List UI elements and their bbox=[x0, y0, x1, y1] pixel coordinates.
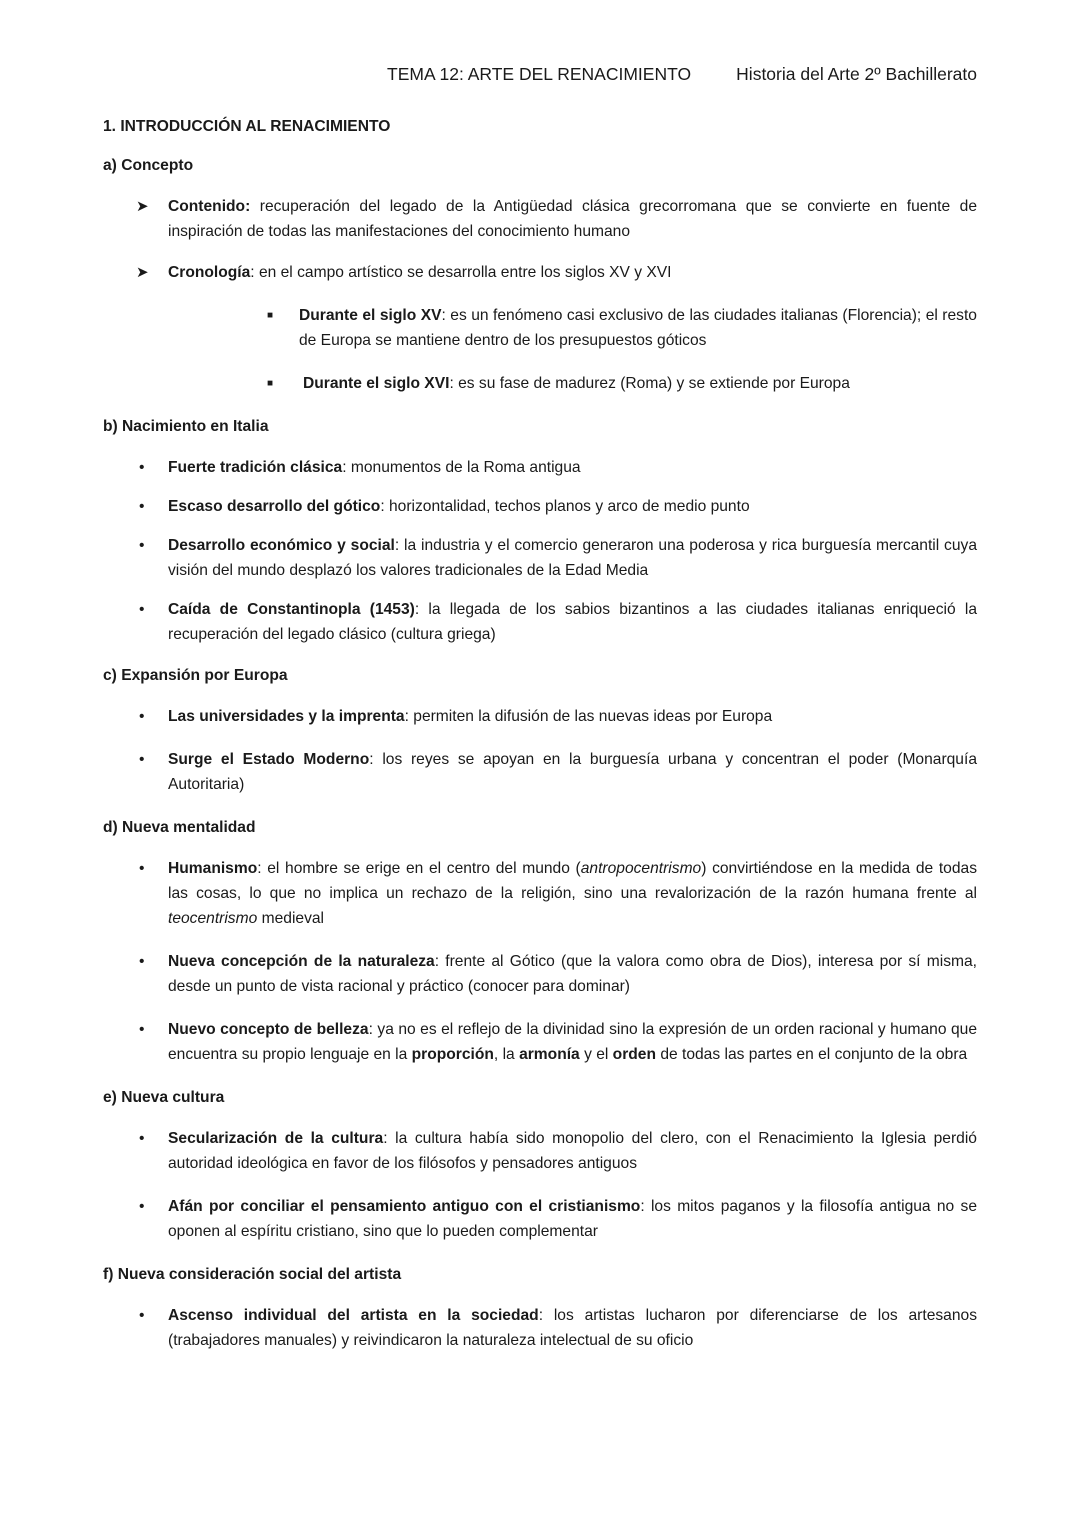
item-label: Secularización de la cultura bbox=[168, 1130, 384, 1147]
item-text: : permiten la difusión de las nuevas ideas por Europa bbox=[404, 708, 773, 725]
subsection-title-nacimiento: b) Nacimiento en Italia bbox=[103, 418, 269, 435]
arrow-bullet-icon: ➤ bbox=[136, 264, 149, 281]
bullet-icon: • bbox=[139, 1198, 145, 1215]
item-text: : ya no es el reflejo de la divinidad sino la expresión de un orden racional y humano que encuentra su propio lenguaje en la bbox=[168, 1021, 978, 1063]
item-label: Fuerte tradición clásica bbox=[168, 459, 343, 476]
subsection-title-artista: f) Nueva consideración social del artista bbox=[103, 1266, 402, 1283]
item-text: medieval bbox=[257, 910, 325, 927]
item-label: Afán por conciliar el pensamiento antiguo con el cristianismo bbox=[168, 1198, 641, 1215]
item-label: Contenido: bbox=[168, 198, 251, 215]
item-label: Escaso desarrollo del gótico bbox=[168, 498, 381, 515]
bullet-icon: • bbox=[139, 601, 145, 618]
item-label: Las universidades y la imprenta bbox=[168, 708, 405, 725]
item-text: : en el campo artístico se desarrolla entre los siglos XV y XVI bbox=[250, 264, 672, 281]
item-label: Nueva concepción de la naturaleza bbox=[168, 953, 435, 970]
item-text: ) convirtiéndose en la medida de todas las cosas, lo que no implica un rechazo de la religión, sino una revalorización de la razón humana frente al bbox=[168, 860, 977, 902]
subsection-title-cultura: e) Nueva cultura bbox=[103, 1089, 225, 1106]
item-text: : horizontalidad, techos planos y arco de medio punto bbox=[380, 498, 750, 515]
item-text: : el hombre se erige en el centro del mundo ( bbox=[257, 860, 581, 877]
item-label: Nuevo concepto de belleza bbox=[168, 1021, 369, 1038]
item-label: Caída de Constantinopla (1453) bbox=[168, 601, 415, 618]
item-label: Surge el Estado Moderno bbox=[168, 751, 370, 768]
section-title: 1. INTRODUCCIÓN AL RENACIMIENTO bbox=[103, 118, 391, 135]
bullet-icon: • bbox=[139, 860, 145, 877]
item-label: Ascenso individual del artista en la sociedad bbox=[168, 1307, 539, 1324]
item-text: : frente al Gótico (que la valora como obra de Dios), interesa por sí misma, desde un punto de vista racional y práctico (conocer para dominar) bbox=[168, 953, 977, 995]
square-bullet-icon: ■ bbox=[267, 378, 274, 389]
arrow-bullet-icon: ➤ bbox=[136, 198, 149, 215]
bullet-icon: • bbox=[139, 1130, 145, 1147]
list-item-naturaleza bbox=[103, 949, 977, 999]
item-text: , la bbox=[493, 1046, 520, 1063]
item-text: : es un fenómeno casi exclusivo de las ciudades italianas (Florencia); el resto de Europa se mantiene dentro de los presupuestos góticos bbox=[299, 307, 977, 349]
list-item-belleza bbox=[103, 1017, 977, 1067]
item-text: : monumentos de la Roma antigua bbox=[342, 459, 581, 476]
bold-term: proporción bbox=[411, 1046, 494, 1063]
square-bullet-icon: ■ bbox=[267, 310, 274, 321]
list-item bbox=[103, 455, 977, 480]
list-item-contenido bbox=[103, 194, 977, 244]
list-item bbox=[103, 1126, 977, 1176]
item-text: : la cultura había sido monopolio del clero, con el Renacimiento la Iglesia perdió autoridad ideológica en favor de los filósofos y pensadores antiguos bbox=[168, 1130, 977, 1172]
item-text: : la industria y el comercio generaron una poderosa y rica burguesía mercantil cuya visión del mundo desplazó los valores tradicionales de la Edad Media bbox=[168, 537, 977, 579]
item-label: Desarrollo económico y social bbox=[168, 537, 395, 554]
subsection-title-concepto: a) Concepto bbox=[103, 157, 194, 174]
bold-term: armonía bbox=[519, 1046, 580, 1063]
list-item bbox=[103, 597, 977, 647]
item-label: Durante el siglo XVI bbox=[303, 375, 450, 392]
item-text: : los mitos paganos y la filosofía antigua no se oponen al espíritu cristiano, sino que lo pueden complementar bbox=[168, 1198, 977, 1240]
list-item bbox=[103, 704, 977, 729]
list-item bbox=[103, 1303, 977, 1353]
bullet-icon: • bbox=[139, 751, 145, 768]
bullet-icon: • bbox=[139, 953, 145, 970]
bold-term: orden bbox=[612, 1046, 656, 1063]
item-text: : es su fase de madurez (Roma) y se extiende por Europa bbox=[449, 375, 850, 392]
list-item bbox=[103, 533, 977, 583]
bullet-icon: • bbox=[139, 459, 145, 476]
item-text: recuperación del legado de la Antigüedad clásica grecorromana que se convierte en fuente de inspiración de todas las manifestaciones del conocimiento humano bbox=[168, 198, 977, 240]
list-item-humanismo bbox=[103, 856, 977, 931]
list-item-cronologia bbox=[103, 260, 977, 285]
emphasis-text: antropocentrismo bbox=[580, 860, 702, 877]
bullet-icon: • bbox=[139, 1021, 145, 1038]
list-item bbox=[103, 747, 977, 797]
item-text: y el bbox=[579, 1046, 613, 1063]
subsection-title-mentalidad: d) Nueva mentalidad bbox=[103, 819, 256, 836]
item-text: de todas las partes en el conjunto de la obra bbox=[656, 1046, 968, 1063]
bullet-icon: • bbox=[139, 1307, 145, 1324]
item-label: Cronología bbox=[168, 264, 251, 281]
emphasis-text: teocentrismo bbox=[168, 910, 258, 927]
item-text: : los artistas lucharon por diferenciarse de los artesanos (trabajadores manuales) y reivindicaron la naturaleza intelectual de su oficio bbox=[168, 1307, 977, 1349]
list-item bbox=[103, 494, 977, 519]
item-label: Durante el siglo XV bbox=[299, 307, 442, 324]
page-header bbox=[0, 64, 1080, 90]
sub-item-siglo-xv bbox=[103, 303, 977, 353]
bullet-icon: • bbox=[139, 498, 145, 515]
list-item bbox=[103, 1194, 977, 1244]
bullet-icon: • bbox=[139, 537, 145, 554]
item-text: : la llegada de los sabios bizantinos a las ciudades italianas enriqueció la recuperación del legado clásico (cultura griega) bbox=[168, 601, 977, 643]
item-label: Humanismo bbox=[168, 860, 258, 877]
course-title: Historia del Arte 2º Bachillerato bbox=[736, 64, 977, 84]
item-text: : los reyes se apoyan en la burguesía urbana y concentran el poder (Monarquía Autoritaria) bbox=[168, 751, 977, 793]
bullet-icon: • bbox=[139, 708, 145, 725]
topic-title: TEMA 12: ARTE DEL RENACIMIENTO bbox=[387, 64, 692, 84]
subsection-title-expansion: c) Expansión por Europa bbox=[103, 667, 288, 684]
sub-item-siglo-xvi bbox=[103, 371, 977, 396]
document-body bbox=[103, 114, 977, 1353]
